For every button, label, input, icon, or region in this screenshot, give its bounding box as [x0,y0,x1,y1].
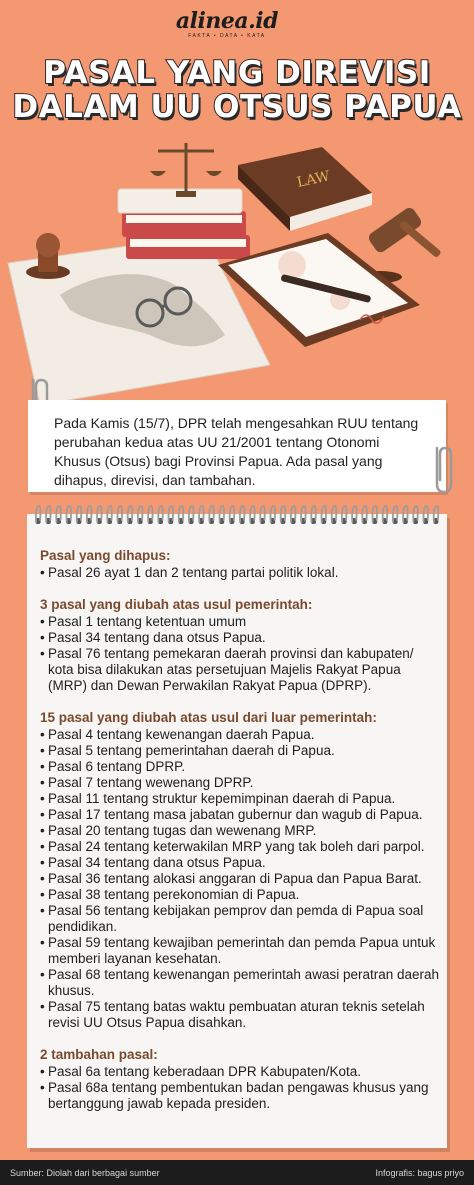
section-additions [40,1047,440,1112]
list-item: • Pasal 6a tentang keberadaan DPR Kabupaten/Kota. [40,1064,440,1080]
brand-tagline: FAKTA • DATA • KATA [188,33,266,39]
list-item: • Pasal 26 ayat 1 dan 2 tentang partai politik lokal. [40,565,440,581]
page-title [0,56,474,124]
footer-credit: Infografis: bagus priyo [375,1167,464,1178]
list-item: • Pasal 68 tentang kewenangan pemerintah awasi peratran daerah khusus. [40,967,440,999]
section-list [40,1064,440,1112]
law-book-label: LAW [295,168,332,191]
title-line-2: DALAM UU OTSUS PAPUA [12,89,462,125]
section-title: Pasal yang dihapus: [40,548,171,563]
section-title: 15 pasal yang diubah atas usul dari luar pemerintah: [40,710,377,725]
list-item: • Pasal 38 tentang perekonomian di Papua. [40,887,440,903]
list-item: • Pasal 36 tentang alokasi anggaran di Papua dan Papua Barat. [40,871,440,887]
law-illustration [0,135,474,435]
intro-card [28,400,446,492]
footer-source: Sumber: Diolah dari berbagai sumber [10,1167,160,1178]
section-gov-changes [40,597,440,694]
section-deleted [40,548,440,581]
list-item: • Pasal 76 tentang pemekaran daerah provinsi dan kabupaten/ kota bisa dilakukan atas persetujuan Majelis Rakyat Papua (MRP) dan Dewan Perwakilan Rakyat Papua (DPRP). [40,646,440,694]
brand-name: alinea.id [175,8,278,34]
list-item: • Pasal 4 tentang kewenangan daerah Papua. [40,727,440,743]
list-item: • Pasal 34 tentang dana otsus Papua. [40,630,440,646]
list-item: • Pasal 6 tentang DPRP. [40,759,440,775]
list-item: • Pasal 68a tentang pembentukan badan pengawas khusus yang bertanggung jawab kepada presiden. [40,1080,440,1112]
list-item: • Pasal 11 tentang struktur kepemimpinan daerah di Papua. [40,791,440,807]
section-list [40,727,440,1031]
paperclip-icon [428,440,458,500]
intro-text: Pada Kamis (15/7), DPR telah mengesahkan RUU tentang perubahan kedua atas UU 21/2001 tentang Otonomi Khusus (Otsus) bagi Provinsi Papua. Ada pasal yang dihapus, direvisi, dan tambahan. [54,415,419,488]
section-title: 3 pasal yang diubah atas usul pemerintah: [40,597,313,612]
list-item: • Pasal 59 tentang kewajiban pemerintah dan pemda Papua untuk memberi layanan kesehatan. [40,935,440,967]
list-item: • Pasal 5 tentang pemerintahan daerah di Papua. [40,743,440,759]
section-title: 2 tambahan pasal: [40,1047,158,1062]
list-item: • Pasal 34 tentang dana otsus Papua. [40,855,440,871]
list-item: • Pasal 75 tentang batas waktu pembuatan aturan teknis setelah revisi UU Otsus Papua disahkan. [40,999,440,1031]
list-item: • Pasal 17 tentang masa jabatan gubernur dan wagub di Papua. [40,807,440,823]
footer-bar [0,1160,474,1185]
section-list [40,614,440,694]
list-item: • Pasal 56 tentang kebijakan pemprov dan pemda di Papua soal pendidikan. [40,903,440,935]
section-external-changes [40,710,440,1031]
spiral-binding-icon [33,504,441,530]
list-item: • Pasal 1 tentang ketentuan umum [40,614,440,630]
law-book-icon [238,147,372,231]
notebook-content [40,548,440,1128]
books-icon [118,189,250,259]
list-item: • Pasal 20 tentang tugas dan wewenang MRP. [40,823,440,839]
list-item: • Pasal 7 tentang wewenang DPRP. [40,775,440,791]
section-list [40,565,440,581]
list-item: • Pasal 24 tentang keterwakilan MRP yang tak boleh dari parpol. [40,839,440,855]
title-line-1: PASAL YANG DIREVISI [43,55,431,91]
brand-logo [176,10,278,39]
notebook-card [27,514,447,1148]
